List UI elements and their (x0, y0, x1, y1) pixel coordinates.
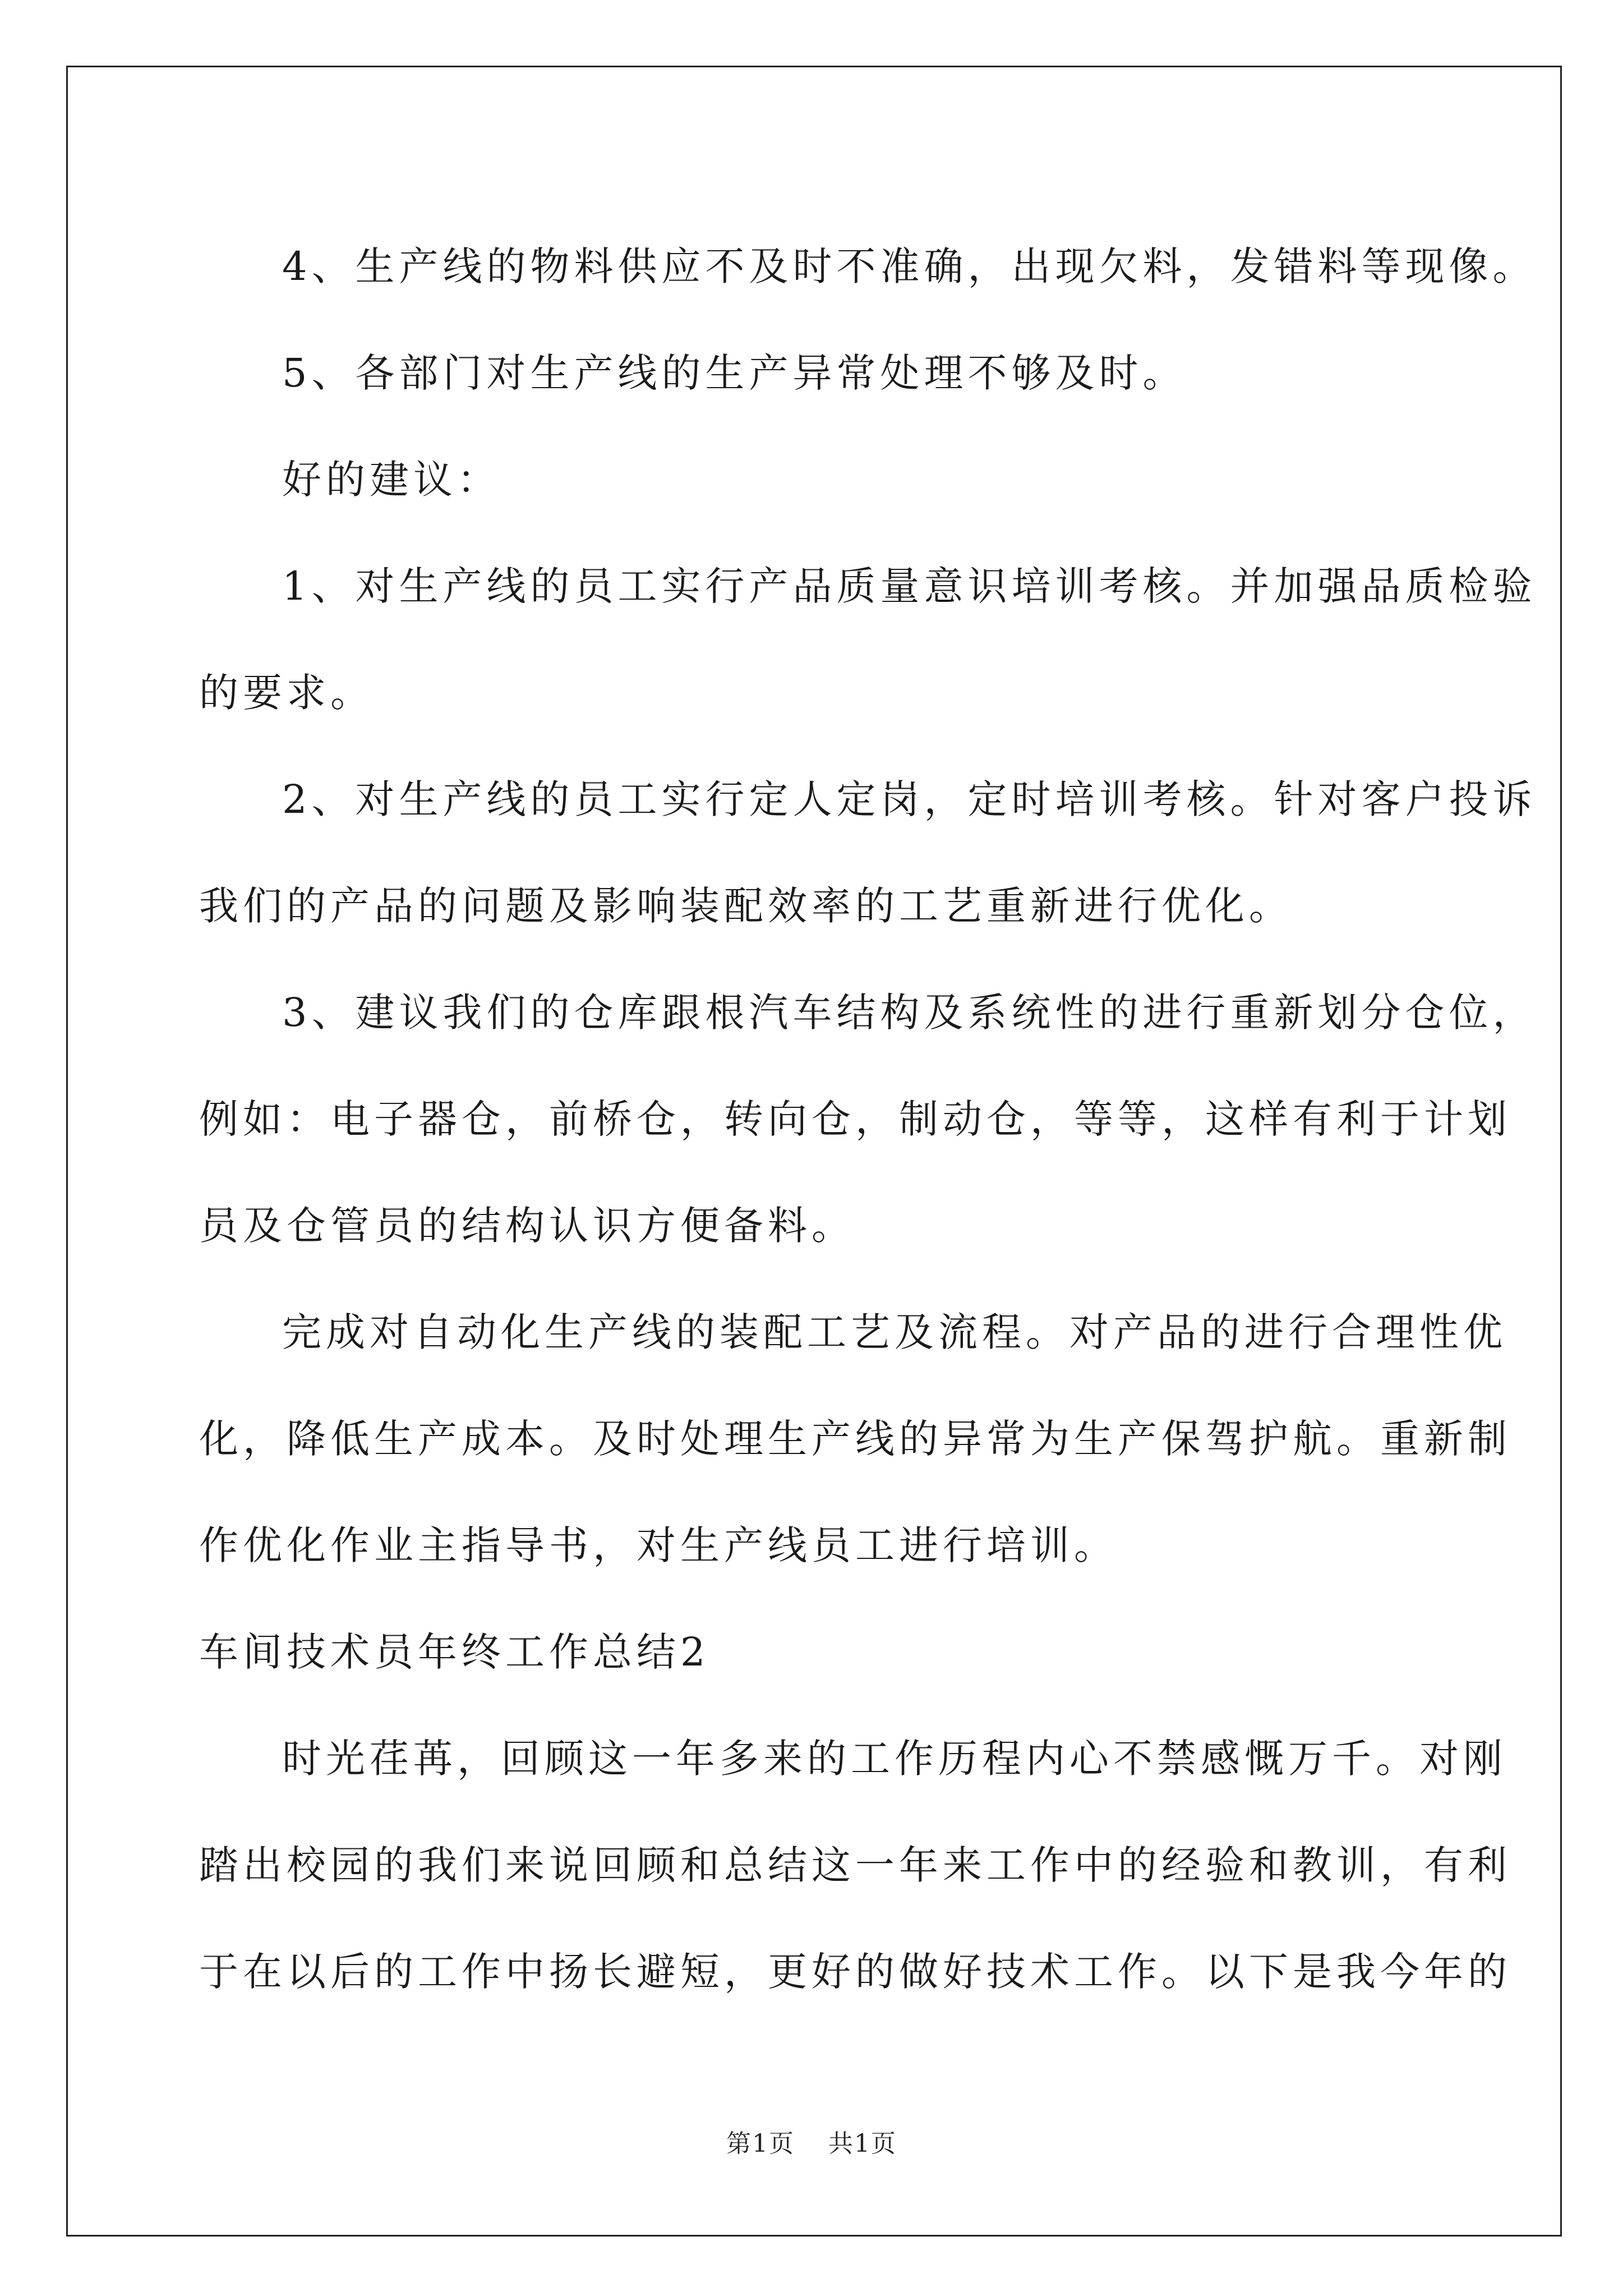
page-footer (0, 2123, 1623, 2159)
document-body (199, 213, 1537, 2025)
paragraph-line: 5、各部门对生产线的生产异常处理不够及时。 (282, 350, 1187, 396)
paragraph-line: 完成对自动化生产线的装配工艺及流程。对产品的进行合理性优 (282, 1309, 1507, 1355)
section-title: 车间技术员年终工作总结2 (199, 1629, 710, 1675)
paragraph-line: 3、建议我们的仓库跟根汽车结构及系统性的进行重新划分仓位， (282, 990, 1537, 1036)
paragraph-line: 4、生产线的物料供应不及时不准确，出现欠料，发错料等现像。 (282, 243, 1537, 289)
paragraph-line: 化，降低生产成本。及时处理生产线的异常为生产保驾护航。重新制 (199, 1416, 1511, 1462)
paragraph-line: 1、对生产线的员工实行产品质量意识培训考核。并加强品质检验 (282, 563, 1537, 609)
paragraph-line: 我们的产品的问题及影响装配效率的工艺重新进行优化。 (199, 883, 1293, 929)
paragraph-line: 员及仓管员的结构认识方便备料。 (199, 1203, 855, 1249)
paragraph-line: 2、对生产线的员工实行定人定岗，定时培训考核。针对客户投诉 (282, 776, 1537, 822)
paragraph-line: 踏出校园的我们来说回顾和总结这一年来工作中的经验和教训，有利 (199, 1842, 1511, 1888)
page-number-total: 共1页 (828, 2129, 897, 2158)
section-heading-suggestions: 好的建议： (282, 457, 501, 503)
paragraph-line: 时光荏苒，回顾这一年多来的工作历程内心不禁感慨万千。对刚 (282, 1736, 1507, 1782)
paragraph-line: 于在以后的工作中扬长避短，更好的做好技术工作。以下是我今年的 (199, 1949, 1511, 1995)
paragraph-line: 例如：电子器仓，前桥仓，转向仓，制动仓，等等，这样有利于计划 (199, 1096, 1511, 1142)
page-number-current: 第1页 (726, 2129, 795, 2158)
paragraph-line: 作优化作业主指导书，对生产线员工进行培训。 (199, 1522, 1118, 1568)
paragraph-line: 的要求。 (199, 670, 374, 716)
